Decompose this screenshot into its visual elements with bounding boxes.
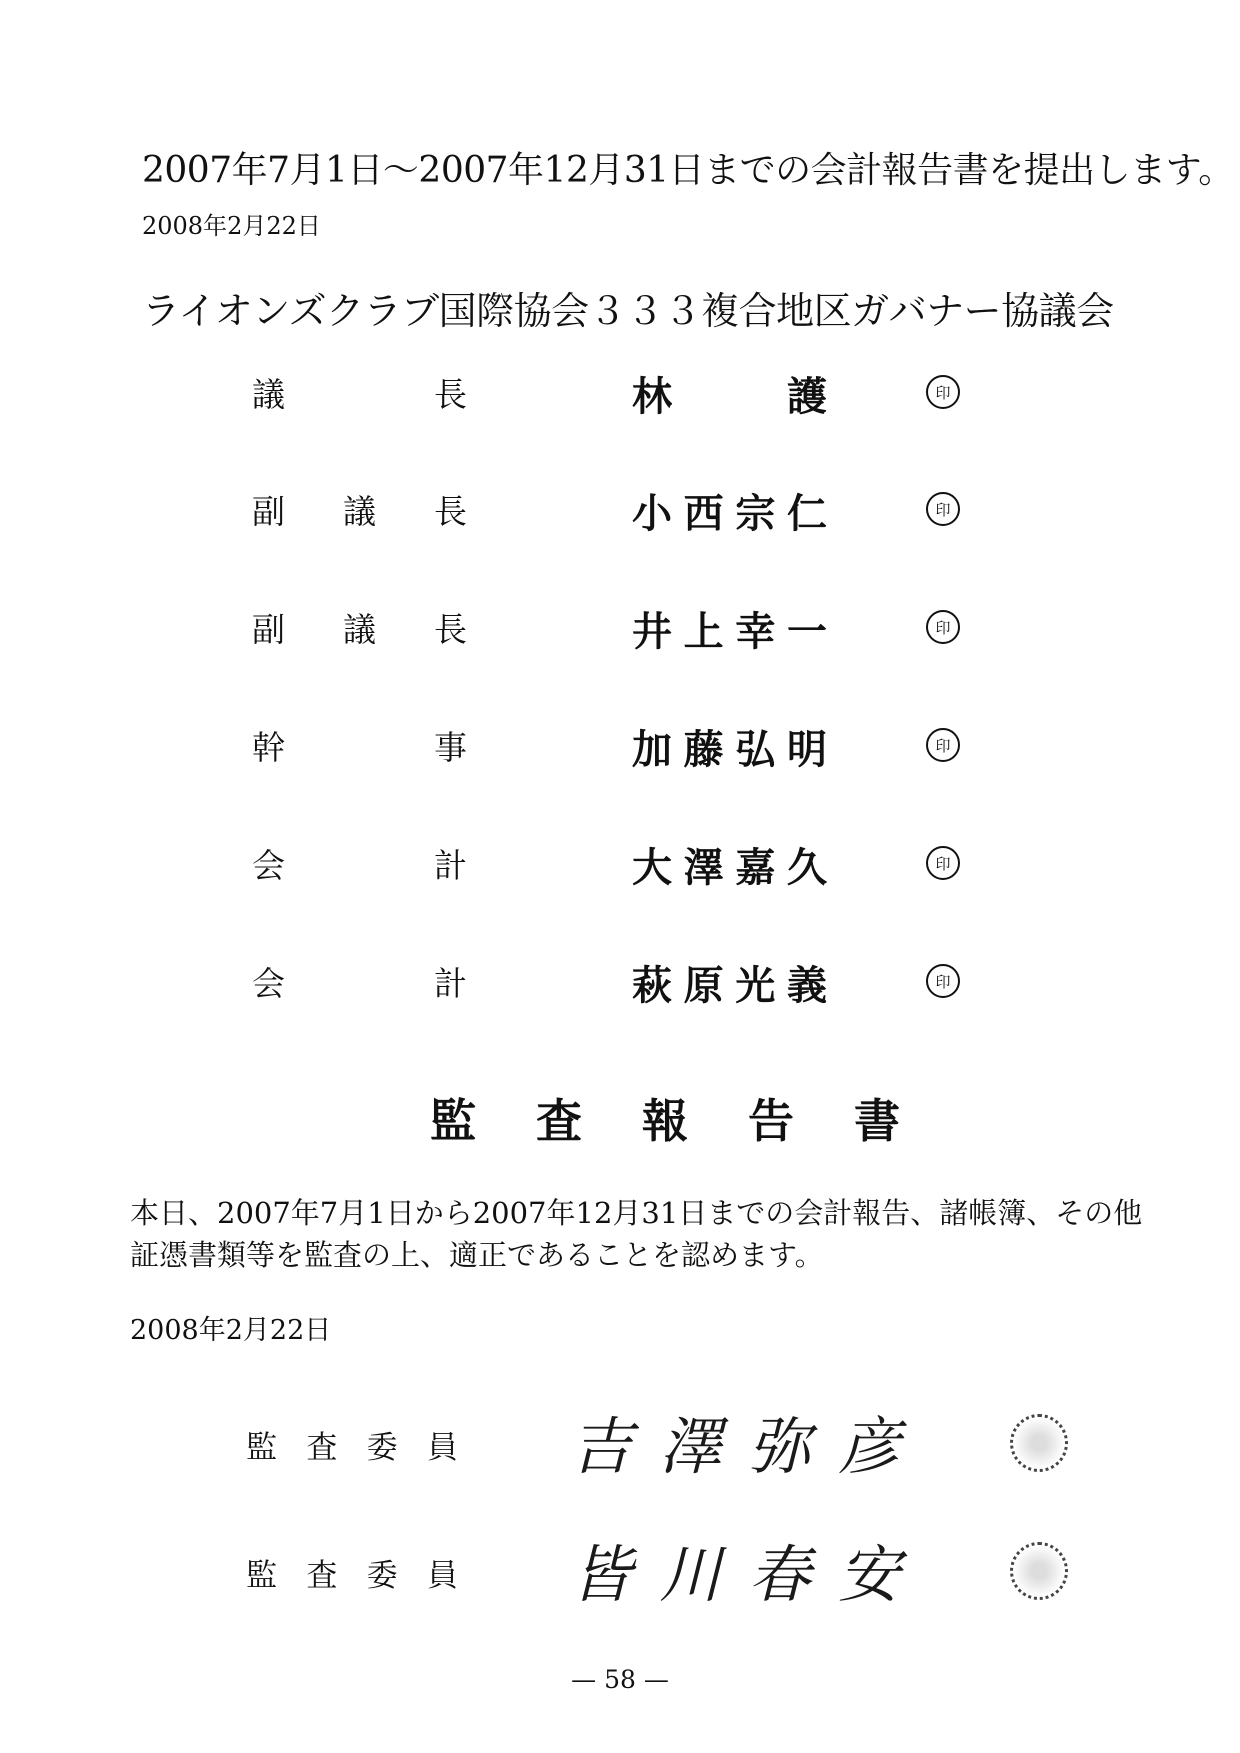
audit-statement: 本日、2007年7月1日から2007年12月31日までの会計報告、諸帳簿、その他証憑書類等を監査の上、適正であることを認めます。 xyxy=(130,1196,1143,1272)
officer-role: 副 議 長 xyxy=(252,610,467,649)
audit-title-char: 報 xyxy=(642,1094,688,1148)
seal-mark: 印 xyxy=(926,728,960,762)
seal-mark: 印 xyxy=(926,964,960,998)
seal-mark: 印 xyxy=(926,492,960,526)
page-number: — 58 — xyxy=(571,1665,669,1694)
officer-name: 大 澤 嘉 久 xyxy=(632,844,827,891)
officer-role: 会 計 xyxy=(252,964,467,1003)
audit-title-char: 査 xyxy=(536,1094,582,1148)
audit-date: 2008年2月22日 xyxy=(130,1315,332,1346)
seal-mark: 印 xyxy=(926,610,960,644)
officer-role: 副 議 長 xyxy=(252,492,467,531)
officer-name: 井 上 幸 一 xyxy=(632,608,827,655)
audit-title-char: 監 xyxy=(430,1094,476,1148)
personal-stamp xyxy=(1010,1414,1068,1472)
officer-row xyxy=(0,836,1240,896)
audit-title-char: 告 xyxy=(748,1094,794,1148)
officer-role: 議 長 xyxy=(252,375,467,414)
audit-report-title xyxy=(430,1085,900,1151)
personal-stamp xyxy=(1010,1542,1068,1600)
officer-row xyxy=(0,954,1240,1014)
officer-name: 加 藤 弘 明 xyxy=(632,726,827,773)
auditor-role: 監 査 委 員 xyxy=(246,1430,458,1466)
officer-name: 小 西 宗 仁 xyxy=(632,490,827,537)
officer-row xyxy=(0,482,1240,542)
officer-role: 幹 事 xyxy=(252,728,467,767)
auditor-role: 監 査 委 員 xyxy=(246,1558,458,1594)
officer-row xyxy=(0,365,1240,425)
officer-name: 萩 原 光 義 xyxy=(632,962,827,1009)
organization-name: ライオンズクラブ国際協会３３３複合地区ガバナー協議会 xyxy=(142,289,1114,333)
seal-mark: 印 xyxy=(926,846,960,880)
auditor-row xyxy=(0,1392,1240,1492)
auditor-signature: 吉 澤 弥 彦 xyxy=(570,1410,900,1483)
officer-row xyxy=(0,600,1240,660)
submission-date: 2008年2月22日 xyxy=(142,212,321,240)
auditor-signature: 皆 川 春 安 xyxy=(570,1538,900,1611)
officer-name: 林 護 xyxy=(632,373,827,420)
auditor-row xyxy=(0,1520,1240,1620)
officer-row xyxy=(0,718,1240,778)
officer-role: 会 計 xyxy=(252,846,467,885)
intro-statement: 2007年7月1日～2007年12月31日までの会計報告書を提出します。 xyxy=(142,150,1234,191)
seal-mark: 印 xyxy=(926,375,960,409)
audit-title-char: 書 xyxy=(854,1094,900,1148)
